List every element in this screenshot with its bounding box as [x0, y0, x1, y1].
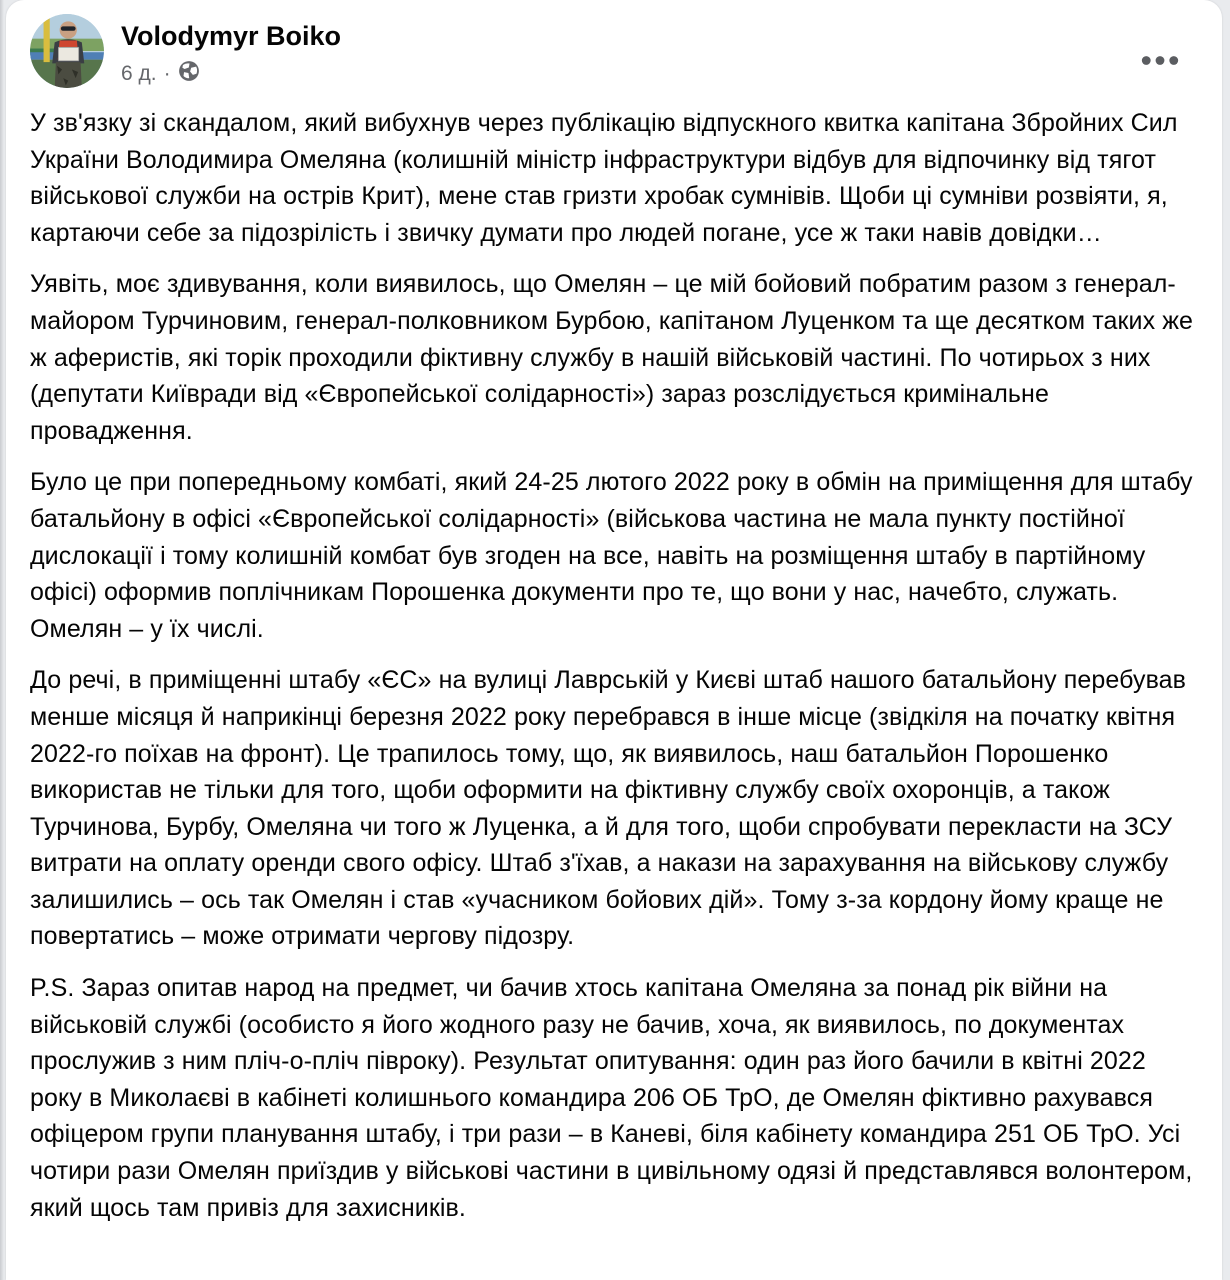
post-paragraph: До речі, в приміщенні штабу «ЄС» на вулиці Лаврській у Києві штаб нашого батальйону перебував менше місяця й наприкінці березня 2022 року перебрався в інше місце (звідкіля на початку квітня 2022-го поїхав на фронт). Це трапилось тому, що, як виявилось, наш батальйон Порошенко використав не тільки для того, щоби оформити на фіктивну службу своїх охоронців, а також Турчинова, Бурбу, Омеляна чи того ж Луценка, а й для того, щоби спробувати перекласти на ЗСУ витрати на оплату оренди свого офісу. Штаб з'їхав, а накази на зарахування на військову службу залишились – ось так Омелян і став «учасником бойових дій». Тому з-за кордону йому краще не повертатись – може отримати чергову підозру.	[30, 666, 1187, 951]
more-options-button[interactable]	[1134, 40, 1186, 80]
timestamp-row[interactable]	[121, 59, 341, 88]
globe-icon	[178, 60, 200, 88]
avatar[interactable]	[30, 14, 104, 88]
post-paragraph: У зв'язку зі скандалом, який вибухнув через публікацію відпускного квитка капітана Збройних Сил України Володимира Омеляна (колишній міністр інфраструктури відбув для відпочинку від тягот військової служби на острів Крит), мене став гризти хробак сумнівів. Щоби ці сумніви розвіяти, я, картаючи себе за підозрілість і звичку думати про людей погане, усе ж таки навів довідки…	[30, 109, 1178, 247]
post-text	[30, 105, 1198, 1226]
author-name[interactable]: Volodymyr Boiko	[121, 21, 342, 51]
post-header	[30, 14, 1198, 88]
post-paragraph: P.S. Зараз опитав народ на предмет, чи бачив хтось капітана Омеляна за понад рік війни на військовій службі (особисто я його жодного разу не бачив, хоча, як виявилось, по документах прослужив з ним пліч-о-пліч півроку). Результат опитування: один раз його бачили в квітні 2022 року в Миколаєві в кабінеті колишнього командира 206 ОБ ТрО, де Омелян фіктивно рахувався офіцером групи планування штабу, і три рази – в Каневі, біля кабінету командира 251 ОБ ТрО. Усі чотири рази Омелян приїздив у військові частини в цивільному одязі й представлявся волонтером, який щось там привіз для захисників.	[30, 974, 1193, 1222]
post-meta	[121, 14, 341, 88]
post-paragraph: Було це при попередньому комбаті, який 24-25 лютого 2022 року в обмін на приміщення для штабу батальйону в офісі «Європейської солідарності» (військова частина не мала пункту постійної дислокації і тому колишній комбат був згоден на все, навіть на розміщення штабу в партійному офісі) оформив поплічникам Порошенка документи про те, що вони у нас, начебто, служать. Омелян – у їх числі.	[30, 468, 1193, 643]
timestamp-separator: ·	[163, 61, 171, 85]
post-paragraph: Уявіть, моє здивування, коли виявилось, що Омелян – це мій бойовий побратим разом з генерал-майором Турчиновим, генерал-полковником Бурбою, капітаном Луценком та ще десятком таких же ж аферистів, які торік проходили фіктивну службу в нашій військовій частині. По чотирьох з них (депутати Київради від «Європейської солідарності») зараз розслідується кримінальне провадження.	[30, 270, 1194, 445]
three-dots-icon	[1140, 55, 1180, 66]
post-card	[6, 0, 1222, 1280]
avatar-photo	[30, 14, 104, 88]
timestamp[interactable]: 6 д.	[121, 61, 157, 85]
